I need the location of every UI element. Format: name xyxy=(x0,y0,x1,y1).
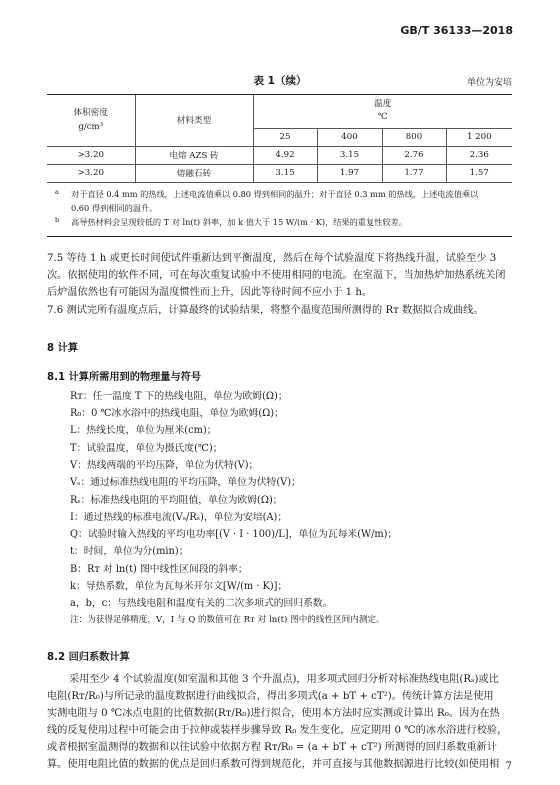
cell-value: 2.76 xyxy=(382,146,446,164)
section-8-2-heading: 8.2 回归系数计算 xyxy=(47,652,130,663)
symbol-item: t：时间，单位为分(min)； xyxy=(70,546,189,557)
paragraph-line: 实测电阻与 0 ℃冰点电阻的比值数据(Rᴛ/R₀)进行拟合，使用本方法时应实测或计算出 R₀。因为在热 xyxy=(47,708,500,719)
symbol-item: R₀：0 ℃冰水浴中的热线电阻，单位为欧姆(Ω)； xyxy=(70,408,284,419)
footnote-mark: b xyxy=(55,215,60,224)
cell-density: >3.20 xyxy=(47,146,135,164)
paragraph-7-6: 7.6 测试完所有温度点后，计算最终的试验结果，将整个温度范围所测得的 Rᴛ 数据拟合成曲线。 xyxy=(47,305,484,316)
symbol-item: k：导热系数，单位为瓦每米开尔文[W/(m · K)]； xyxy=(70,581,288,592)
section-8-heading: 8 计算 xyxy=(47,343,79,354)
header-temperature: 温度 ℃ xyxy=(253,95,512,128)
table-row xyxy=(47,146,512,164)
paragraph-line: 7.5 等待 1 h 或更长时间使试件重新达到平衡温度，然后在每个试验温度下将热线升温，试验至少 3 xyxy=(47,253,497,264)
cell-value: 3.15 xyxy=(253,164,317,182)
header-temp-800: 800 xyxy=(382,128,446,146)
header-temp-400: 400 xyxy=(317,128,382,146)
paragraph-line: 算。使用电阻比值的数据的优点是回归系数可得到规范化，并可直接与其他数据源进行比较(如使用相 xyxy=(47,759,500,770)
paragraph-line: 或者根据室温测得的数据和以往试验中依据方程 Rᴛ/R₀ = (a + bT + cT²) 所测得的回归系数重新计 xyxy=(47,742,497,753)
symbol-item: V：热线两端的平均压降，单位为伏特(V)； xyxy=(70,460,259,471)
paragraph-line: 后炉温依然也有可能因为温度惯性而上升，因此等待时间不应小于 1 h。 xyxy=(47,287,373,298)
table-footnotes xyxy=(47,182,512,237)
symbol-item: T：试验温度，单位为摄氏度(℃)； xyxy=(70,443,223,454)
note: 注：为获得足够精度，V，I 与 Q 的数值可在 Rᴛ 对 ln(t) 图中的线性区间内测定。 xyxy=(70,615,385,625)
page-number: 7 xyxy=(505,761,512,772)
standard-number: GB/T 36133—2018 xyxy=(400,24,513,37)
footnote-a-continued: 0.60 得到相同的温升。 xyxy=(71,202,158,213)
footnote-b xyxy=(55,215,506,229)
header-temp-25: 25 xyxy=(253,128,317,146)
table-title: 表 1（续） xyxy=(253,75,307,87)
footnote-text: 对于直径 0.4 mm 的热线，上述电流值乘以 0.80 得到相同的温升；对于直径 0.3 mm 的热线，上述电流值乘以 xyxy=(71,188,479,199)
header-material: 材料类型 xyxy=(135,95,253,146)
header-density: 体积密度 g/cm³ xyxy=(47,95,135,146)
footnote-a xyxy=(55,187,506,201)
paragraph-7-5 xyxy=(47,250,512,301)
section-8-1-heading: 8.1 计算所需用到的物理量与符号 xyxy=(47,372,202,383)
footnote-mark: a xyxy=(55,187,59,196)
table-row xyxy=(47,164,512,182)
data-table xyxy=(47,94,512,237)
cell-material: 电熔 AZS 砖 xyxy=(135,146,253,164)
paragraph-line: 次。依据使用的软件不同，可在每次重复试验中不使用相同的电流。在室温下，当加热炉加热系统关闭 xyxy=(47,270,506,281)
cell-material: 熔融石砖 xyxy=(135,164,253,182)
cell-value: 4.92 xyxy=(253,146,317,164)
paragraph-line: 线的反复使用过程中可能会由于拉伸或装样步骤导致 R₀ 发生变化，应定期用 0 ℃的冰水浴进行校验， xyxy=(47,725,508,736)
symbol-item: I：通过热线的标准电流(Vₛ/Rₛ)，单位为安培(A)； xyxy=(70,512,288,523)
paragraph-line: 采用至少 4 个试验温度(如室温和其他 3 个升温点)，用多项式回归分析对标准热线电阻(Rₛ)或比 xyxy=(69,674,499,685)
table-unit: 单位为安培 xyxy=(466,78,512,88)
symbol-item: Vₛ：通过标准热线电阻的平均压降，单位为伏特(V)； xyxy=(70,477,301,488)
symbol-item: B：Rᴛ 对 ln(t) 图中线性区间段的斜率； xyxy=(70,564,248,575)
symbol-item: Rᴛ：任一温度 T 下的热线电阻，单位为欧姆(Ω)； xyxy=(70,391,288,402)
cell-value: 1.57 xyxy=(446,164,512,182)
header-temp-1200: 1 200 xyxy=(446,128,512,146)
cell-value: 1.77 xyxy=(382,164,446,182)
symbol-item: a，b，c：与热线电阻和温度有关的二次多项式的回归系数。 xyxy=(70,598,333,609)
cell-value: 1.97 xyxy=(317,164,382,182)
symbol-item: Rₛ：标准热线电阻的平均阻值，单位为欧姆(Ω)； xyxy=(70,495,283,506)
symbol-item: Q：试验时输入热线的平均电功率[(V · I · 100)/L]，单位为瓦每米(W/m)； xyxy=(70,529,398,540)
symbol-item: L：热线长度，单位为厘米(cm)； xyxy=(70,425,217,436)
cell-value: 2.36 xyxy=(446,146,512,164)
cell-value: 3.15 xyxy=(317,146,382,164)
paragraph-8-2 xyxy=(47,671,512,773)
cell-density: >3.20 xyxy=(47,164,135,182)
footnote-text: 高导热材料会呈现较低的 T 对 ln(t) 斜率，加 k 值大于 15 W/(m · K)，结果的重复性较差。 xyxy=(71,216,407,227)
paragraph-line: 电阻(Rᴛ/R₀)与所记录的温度数据进行曲线拟合，得出多项式(a + bT + cT²)。传统计算方法是使用 xyxy=(47,691,494,702)
